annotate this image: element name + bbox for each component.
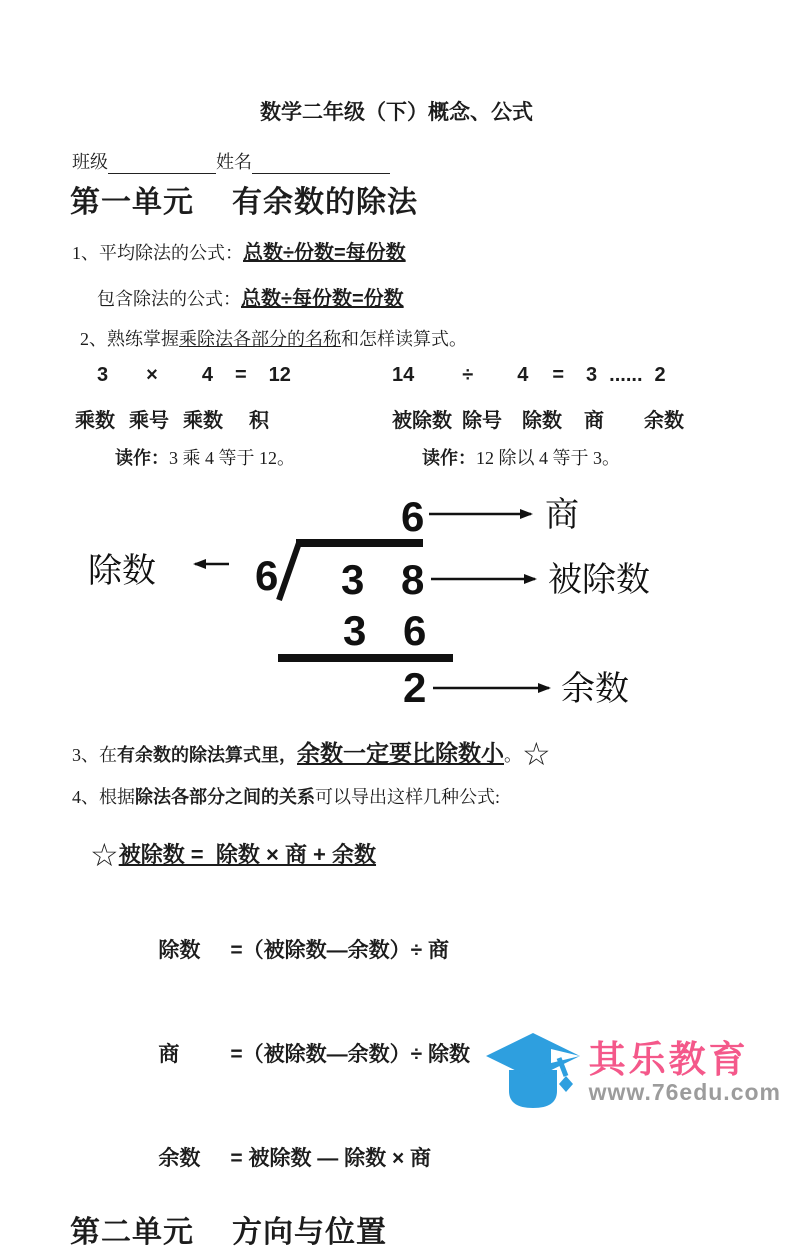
document-title: 数学二年级（下）概念、公式 [260, 100, 533, 124]
item1-line2-formula: 总数÷每份数=份数 [241, 288, 404, 310]
diagram-quotient: 6 [401, 493, 425, 540]
mul-read-label: 读作： [115, 448, 169, 468]
division-part-labels [392, 404, 684, 444]
mul-label-product: 积 [249, 410, 269, 432]
mul-label-sign: 乘号 [129, 410, 169, 432]
div-operator: ÷ [462, 364, 474, 386]
item3-line [72, 733, 793, 776]
dividend-formula: 被除数 = 除数 × 商 + 余数 [118, 842, 377, 868]
diagram-remainder-label: 余数 [561, 671, 629, 708]
div-dots: ...... [609, 364, 643, 386]
name-label: 姓名 [216, 152, 252, 172]
item2-prefix: 2、熟练掌握 [80, 329, 179, 349]
watermark-text [589, 1040, 781, 1104]
formula-body: =（被除数—余数）÷ 除数 [230, 1043, 470, 1067]
item3-prefix: 3、在 [72, 745, 117, 765]
item1-prefix: 1、平均除法的公式： [72, 243, 243, 263]
item1-line2 [97, 286, 793, 312]
mul-label-factor1: 乘数 [75, 410, 115, 432]
main-formula-line [74, 818, 793, 892]
div-label-remainder: 余数 [644, 410, 684, 432]
example-equations [0, 364, 793, 476]
mul-term-2: 4 [201, 364, 213, 386]
long-division-diagram [83, 482, 793, 717]
diagram-divisor-label: 除数 [88, 553, 156, 590]
mul-operator: × [146, 364, 158, 386]
unit1-number: 第一单元 [70, 186, 194, 219]
star-icon: ☆ [90, 837, 119, 874]
diagram-product-tens: 3 [343, 607, 367, 654]
division-example [392, 364, 684, 484]
divisor-formula-line [135, 906, 793, 996]
mul-read-text: 3 乘 4 等于 12。 [169, 448, 295, 468]
diagram-quotient-label: 商 [545, 497, 579, 534]
item2-suffix: 和怎样读算式。 [341, 329, 467, 349]
item4-suffix: 可以导出这样几种公式: [315, 787, 500, 808]
class-label: 班级 [72, 152, 108, 172]
item4-line [72, 784, 793, 810]
item2-underlined: 乘除法各部分的名称 [179, 329, 341, 349]
div-quotient: 3 [586, 364, 598, 386]
mul-term-1: 3 [97, 364, 109, 386]
div-read-label: 读作： [422, 448, 476, 468]
item4-prefix: 4、根据 [72, 787, 135, 808]
division-reading [422, 444, 684, 484]
formula-body: = 被除数 — 除数 × 商 [230, 1147, 432, 1171]
diagram-remainder: 2 [403, 664, 427, 711]
div-label-dividend: 被除数 [392, 410, 452, 432]
div-divisor: 4 [517, 364, 529, 386]
formula-label: 商 [158, 1043, 180, 1067]
class-blank-line [108, 154, 216, 174]
unit2-heading [70, 1216, 793, 1250]
item3-bold: 有余数的除法算式里， [117, 745, 297, 765]
div-label-sign: 除号 [462, 410, 502, 432]
brand-url: www.76edu.com [588, 1079, 781, 1105]
remainder-formula-line [135, 1114, 793, 1204]
formula-label: 除数 [158, 939, 201, 963]
mul-result: 12 [268, 364, 291, 386]
diagram-dividend-tens: 3 [341, 556, 365, 603]
division-bracket-slash [279, 540, 300, 600]
diagram-dividend-ones: 8 [401, 556, 425, 603]
multiplication-example [75, 364, 295, 484]
div-dividend: 14 [392, 364, 415, 386]
unit1-title: 有余数的除法 [232, 186, 418, 219]
diagram-divisor: 6 [255, 552, 279, 599]
multiplication-reading [115, 444, 295, 484]
mul-label-factor2: 乘数 [183, 410, 223, 432]
item3-period: 。 [504, 745, 522, 765]
div-read-text: 12 除以 4 等于 3。 [476, 448, 620, 468]
unit2-title: 方向与位置 [232, 1216, 387, 1250]
formula-label: 余数 [158, 1147, 201, 1171]
item1-line2-prefix: 包含除法的公式： [97, 289, 241, 309]
diagram-dividend-label: 被除数 [548, 562, 650, 599]
item4-bold: 除法各部分之间的关系 [135, 787, 315, 808]
brand-name: 其乐教育 [588, 1039, 749, 1080]
div-equals: = [552, 364, 565, 386]
class-name-line [72, 150, 793, 174]
publisher-watermark [483, 1030, 781, 1114]
graduation-cap-icon [483, 1030, 583, 1114]
mul-equals: = [234, 364, 247, 386]
item1-formula: 总数÷份数=每份数 [243, 242, 406, 264]
multiplication-part-labels [75, 404, 295, 444]
star-icon: ☆ [522, 736, 551, 772]
unit2-number: 第二单元 [70, 1216, 194, 1250]
item2-line [80, 326, 793, 352]
formula-body: =（被除数—余数）÷ 商 [230, 939, 449, 963]
div-label-quotient: 商 [584, 410, 604, 432]
item1-line1 [72, 240, 793, 266]
name-blank-line [252, 154, 390, 174]
multiplication-equation [75, 364, 295, 404]
division-equation [392, 364, 684, 404]
unit1-heading [70, 186, 793, 220]
item3-rule: 余数一定要比除数小 [297, 741, 504, 766]
div-label-divisor: 除数 [522, 410, 562, 432]
diagram-product-ones: 6 [403, 607, 427, 654]
div-remainder: 2 [654, 364, 666, 386]
long-division-svg [83, 482, 703, 717]
